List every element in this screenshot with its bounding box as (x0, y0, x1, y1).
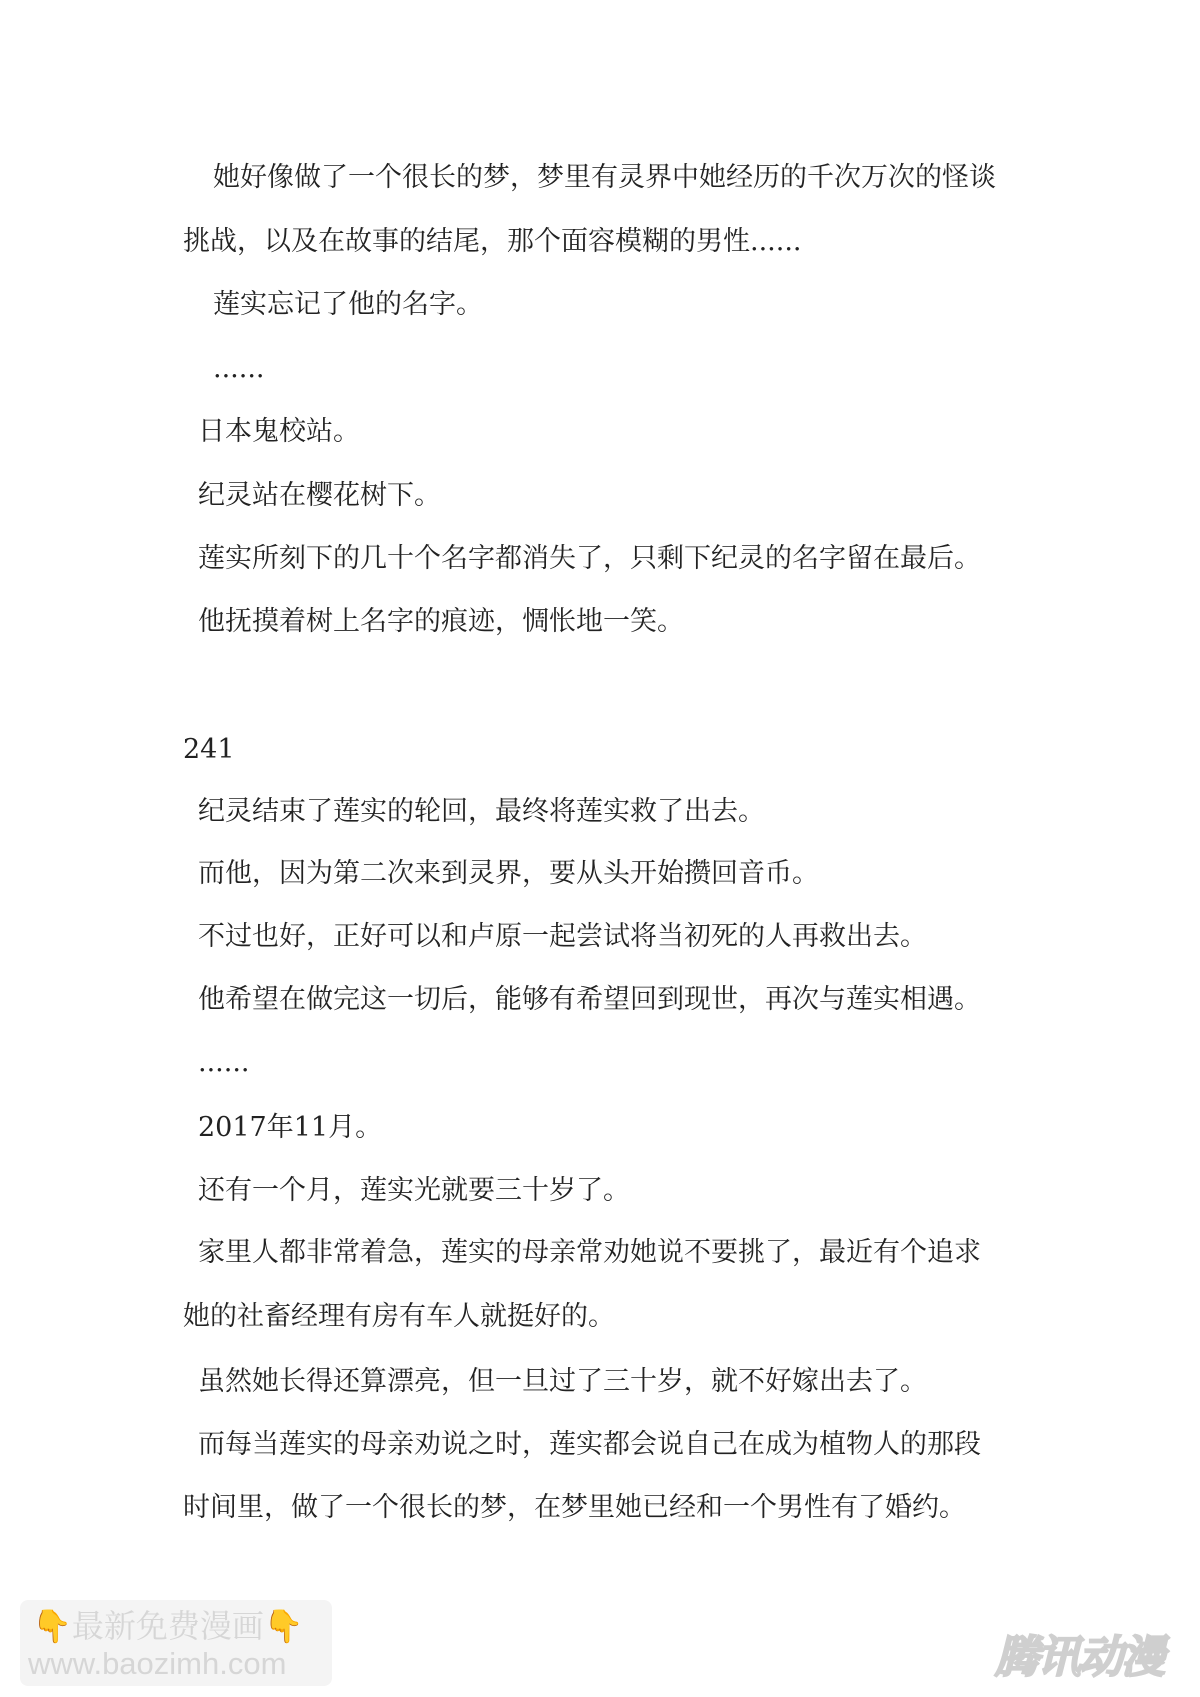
text-line: 2017年11月。 (198, 1112, 383, 1143)
text-line: 还有一个月，莲实光就要三十岁了。 (198, 1175, 630, 1206)
pointing-down-icon: 👇 (32, 1608, 72, 1644)
text-line: 纪灵站在樱花树下。 (198, 480, 441, 511)
ellipsis-line: ...... (198, 1047, 250, 1078)
text-line: 而他，因为第二次来到灵界，要从头开始攒回音币。 (198, 858, 819, 889)
text-line: 她好像做了一个很长的梦，梦里有灵界中她经历的千次万次的怪谈 (213, 162, 996, 193)
text-line: 虽然她长得还算漂亮，但一旦过了三十岁，就不好嫁出去了。 (198, 1366, 927, 1397)
text-line: 莲实忘记了他的名字。 (213, 289, 483, 320)
text-line: 纪灵结束了莲实的轮回，最终将莲实救了出去。 (198, 796, 765, 827)
text-line: 时间里，做了一个很长的梦，在梦里她已经和一个男性有了婚约。 (183, 1492, 966, 1523)
text-line: 他抚摸着树上名字的痕迹，惆怅地一笑。 (198, 606, 684, 637)
brand-logo: 腾讯动漫 (995, 1632, 1163, 1683)
text-line: 日本鬼校站。 (198, 416, 360, 447)
pointing-down-icon: 👇 (263, 1608, 304, 1644)
text-line: 不过也好，正好可以和卢原一起尝试将当初死的人再救出去。 (198, 921, 927, 952)
watermark-slogan: 最新免费漫画 (71, 1608, 264, 1644)
watermark-url: www.baozimh.com (28, 1646, 287, 1681)
text-line: 而每当莲实的母亲劝说之时，莲实都会说自己在成为植物人的那段 (198, 1429, 981, 1460)
chapter-number: 241 (183, 734, 235, 765)
watermark-link[interactable] (20, 1600, 332, 1686)
ellipsis-line: ...... (213, 353, 265, 384)
text-line: 她的社畜经理有房有车人就挺好的。 (183, 1301, 615, 1332)
text-line: 他希望在做完这一切后，能够有希望回到现世，再次与莲实相遇。 (198, 984, 981, 1015)
text-line: 莲实所刻下的几十个名字都消失了，只剩下纪灵的名字留在最后。 (198, 543, 981, 574)
text-line: 家里人都非常着急，莲实的母亲常劝她说不要挑了，最近有个追求 (198, 1237, 981, 1268)
text-line: 挑战，以及在故事的结尾，那个面容模糊的男性...... (183, 226, 802, 257)
